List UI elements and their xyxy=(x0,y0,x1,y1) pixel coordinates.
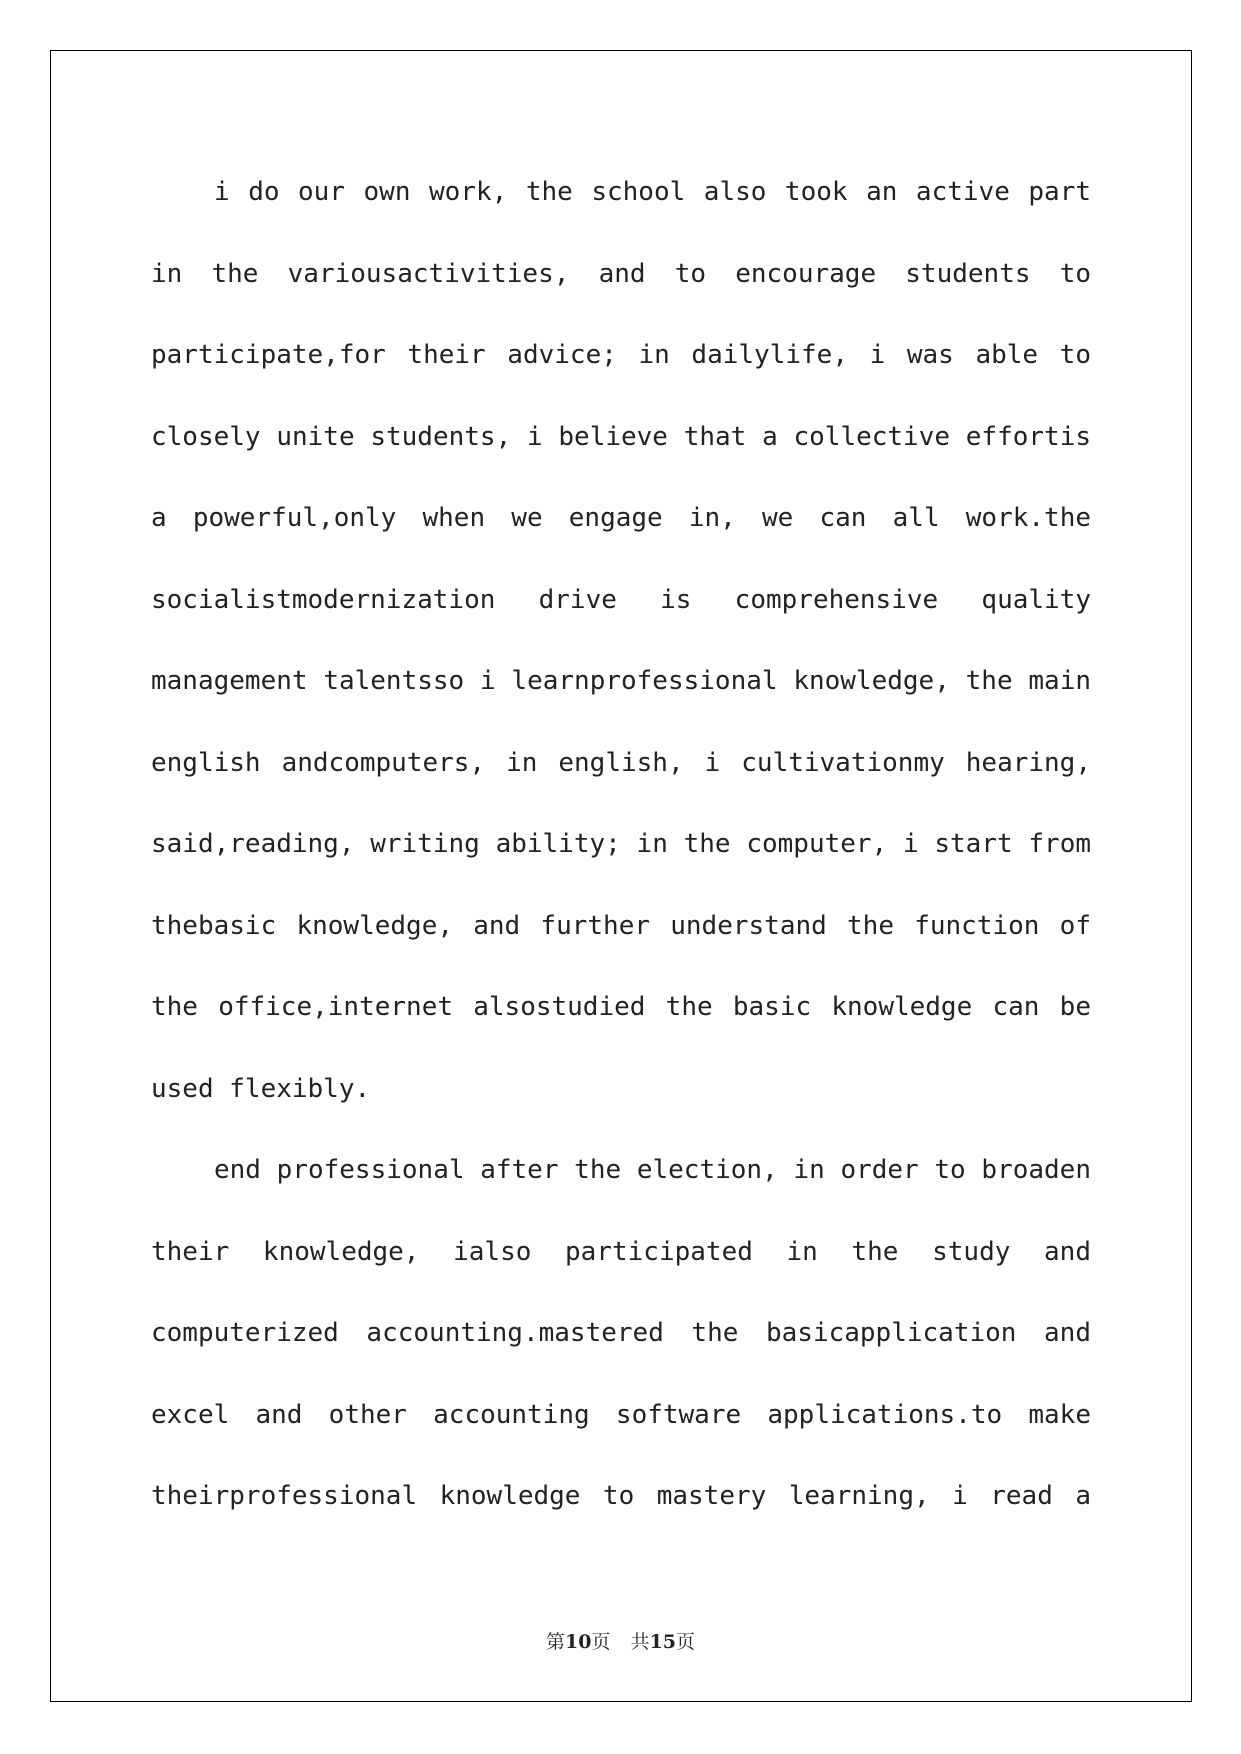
paragraph-2-line-5: theirprofessional knowledge to mastery learning, i read a xyxy=(151,1481,1091,1511)
paragraph-1-line-10: thebasic knowledge, and further understand the function of xyxy=(151,910,1091,941)
paragraph-1-line-12: used flexibly. xyxy=(151,1073,371,1104)
paragraph-1-line-2: in the variousactivities, and to encourage students to xyxy=(151,258,1091,289)
paragraph-1-line-4: closely unite students, i believe that a collective effortis xyxy=(151,421,1091,452)
total-suffix: 页 xyxy=(675,1631,695,1653)
document-body xyxy=(151,152,1091,1538)
paragraph-2-line-1: end professional after the election, in order to broaden xyxy=(214,1155,1091,1185)
paragraph-2-line-3: computerized accounting.mastered the basicapplication and xyxy=(151,1318,1091,1348)
page-prefix: 第 xyxy=(546,1631,566,1653)
paragraph-1-line-3: participate,for their advice; in dailylife, i was able to xyxy=(151,340,1091,370)
paragraph-1-line-7: management talentsso i learnprofessional knowledge, the main xyxy=(151,666,1091,696)
total-prefix: 共 xyxy=(630,1631,650,1653)
paragraph-1-line-8: english andcomputers, in english, i cultivationmy hearing, xyxy=(151,747,1091,778)
page-footer xyxy=(0,1627,1241,1654)
paragraph-2-line-4: excel and other accounting software applications.to make xyxy=(151,1399,1091,1430)
paragraph-2-line-2: their knowledge, ialso participated in the study and xyxy=(151,1236,1091,1267)
paragraph-1-line-1: i do our own work, the school also took an active part xyxy=(214,177,1091,207)
total-pages: 15 xyxy=(649,1631,676,1653)
page-suffix: 页 xyxy=(591,1631,611,1653)
paragraph-1-line-9: said,reading, writing ability; in the computer, i start from xyxy=(151,829,1091,859)
paragraph-1-line-11: the office,internet alsostudied the basic knowledge can be xyxy=(151,992,1091,1022)
page-number: 10 xyxy=(565,1631,592,1653)
paragraph-1-line-6: socialistmodernization drive is comprehensive quality xyxy=(151,584,1091,615)
paragraph-1-line-5: a powerful,only when we engage in, we can all work.the xyxy=(151,503,1091,533)
